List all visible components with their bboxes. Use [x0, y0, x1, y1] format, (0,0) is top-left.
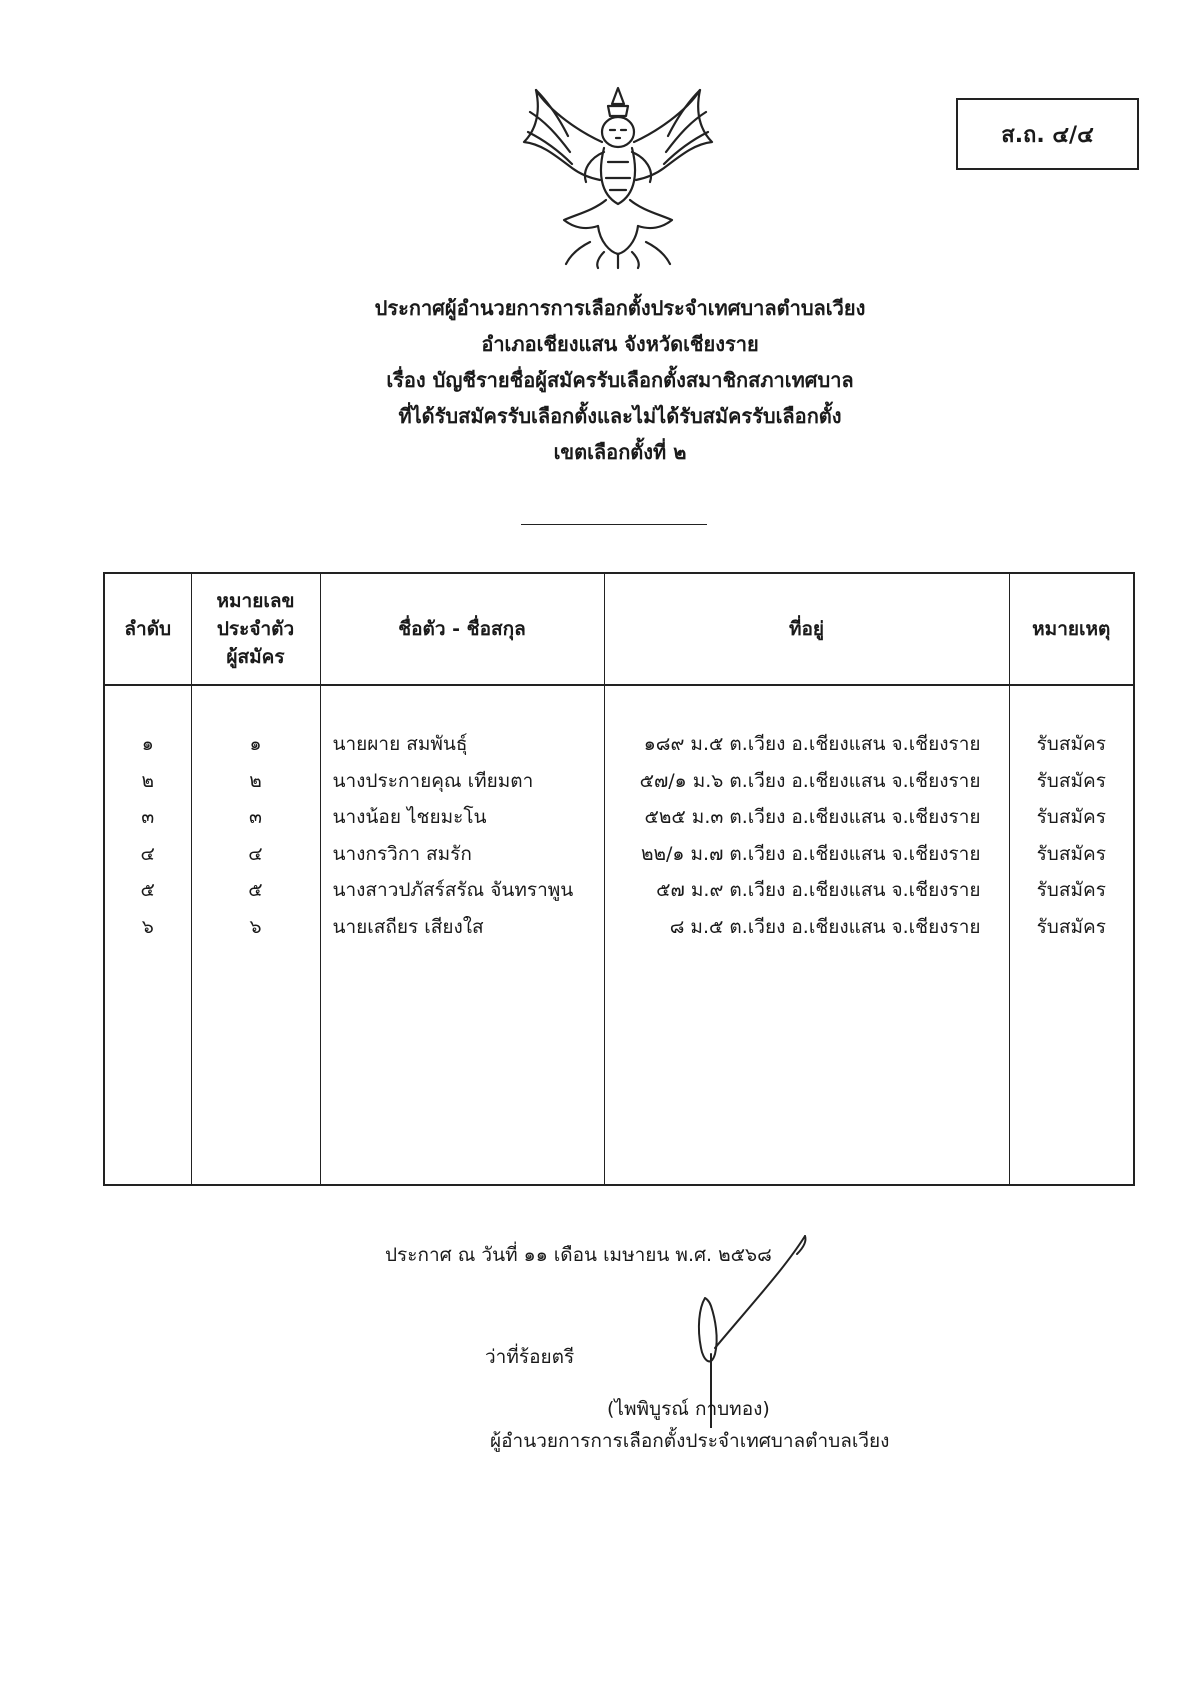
number-cell: ๔: [248, 842, 263, 865]
address-column: [604, 685, 1009, 1185]
number-column: [191, 685, 320, 1185]
order-cell: ๑: [141, 733, 154, 755]
order-cell: ๓: [141, 806, 155, 828]
name-cell: นางประกายคุณ เทียมตา: [332, 769, 534, 792]
number-cell: ๒: [249, 769, 262, 792]
table-body: [104, 685, 1134, 1185]
form-code: ส.ถ. ๔/๔: [1001, 122, 1094, 148]
name-cell: นางน้อย ไชยมะโน: [332, 806, 487, 828]
col-name-header: ชื่อตัว - ชื่อสกุล: [320, 573, 604, 685]
name-cell: นายผาย สมพันธุ์: [332, 733, 468, 755]
order-cell: ๒: [141, 769, 155, 792]
remark-cell: รับสมัคร: [1036, 733, 1106, 755]
remark-cell: รับสมัคร: [1036, 879, 1106, 901]
order-cell: ๔: [140, 842, 155, 865]
number-cell: ๓: [249, 806, 262, 828]
col-number-header: [191, 573, 320, 685]
garuda-emblem-icon: [520, 82, 716, 270]
name-cell: นางกรวิกา สมรัก: [332, 842, 472, 865]
col-number-header-line-1: หมายเลข: [216, 590, 295, 612]
address-cell: ๘ ม.๕ ต.เวียง อ.เชียงแสน จ.เชียงราย: [669, 915, 981, 938]
signer-title: ผู้อำนวยการการเลือกตั้งประจำเทศบาลตำบลเวียง: [490, 1430, 890, 1452]
remark-cell: รับสมัคร: [1036, 915, 1106, 938]
col-number-header-line-3: ผู้สมัคร: [226, 646, 285, 668]
number-cell: ๕: [248, 879, 263, 901]
header-divider: [521, 524, 707, 525]
table-header-row: [104, 573, 1134, 685]
address-cell: ๕๗ ม.๙ ต.เวียง อ.เชียงแสน จ.เชียงราย: [656, 879, 981, 901]
number-cell: ๖: [249, 915, 262, 938]
remark-cell: รับสมัคร: [1036, 842, 1106, 865]
header-line-1: ประกาศผู้อำนวยการการเลือกตั้งประจำเทศบาลตำบลเวียง: [374, 296, 866, 320]
form-code-box: [956, 98, 1139, 170]
name-cell: นางสาวปภัสร์สรัณ จันทราพูน: [332, 879, 574, 901]
header-line-5: เขตเลือกตั้งที่ ๒: [553, 440, 687, 464]
col-order-header: ลำดับ: [104, 573, 191, 685]
address-cell: ๕๗/๑ ม.๖ ต.เวียง อ.เชียงแสน จ.เชียงราย: [639, 769, 981, 792]
signer-name: (ไพพิบูรณ์ กาบทอง): [607, 1398, 770, 1420]
candidate-table: [103, 572, 1135, 1186]
col-address-header: ที่อยู่: [604, 573, 1009, 685]
order-column: [104, 685, 191, 1185]
header-line-2: อำเภอเชียงแสน จังหวัดเชียงราย: [481, 332, 759, 356]
remark-cell: รับสมัคร: [1036, 806, 1106, 828]
number-cell: ๑: [249, 733, 262, 755]
order-cell: ๕: [140, 879, 155, 901]
col-remark-header: หมายเหตุ: [1009, 573, 1134, 685]
header-line-4: ที่ได้รับสมัครรับเลือกตั้งและไม่ได้รับสมัครรับเลือกตั้ง: [398, 404, 842, 428]
address-cell: ๒๒/๑ ม.๗ ต.เวียง อ.เชียงแสน จ.เชียงราย: [640, 842, 981, 865]
col-number-header-line-2: ประจำตัว: [216, 618, 295, 640]
remark-column: [1009, 685, 1134, 1185]
name-cell: นายเสถียร เสียงใส: [332, 915, 484, 938]
address-cell: ๕๒๕ ม.๓ ต.เวียง อ.เชียงแสน จ.เชียงราย: [644, 806, 981, 828]
header-line-3: เรื่อง บัญชีรายชื่อผู้สมัครรับเลือกตั้งสมาชิกสภาเทศบาล: [386, 368, 854, 392]
announcement-header: [250, 290, 990, 470]
signer-rank: ว่าที่ร้อยตรี: [485, 1346, 575, 1368]
order-cell: ๖: [141, 915, 154, 938]
announcement-date: ประกาศ ณ วันที่ ๑๑ เดือน เมษายน พ.ศ. ๒๕๖๘: [385, 1244, 772, 1266]
remark-cell: รับสมัคร: [1036, 769, 1106, 792]
name-column: [320, 685, 604, 1185]
address-cell: ๑๘๙ ม.๕ ต.เวียง อ.เชียงแสน จ.เชียงราย: [643, 733, 981, 755]
